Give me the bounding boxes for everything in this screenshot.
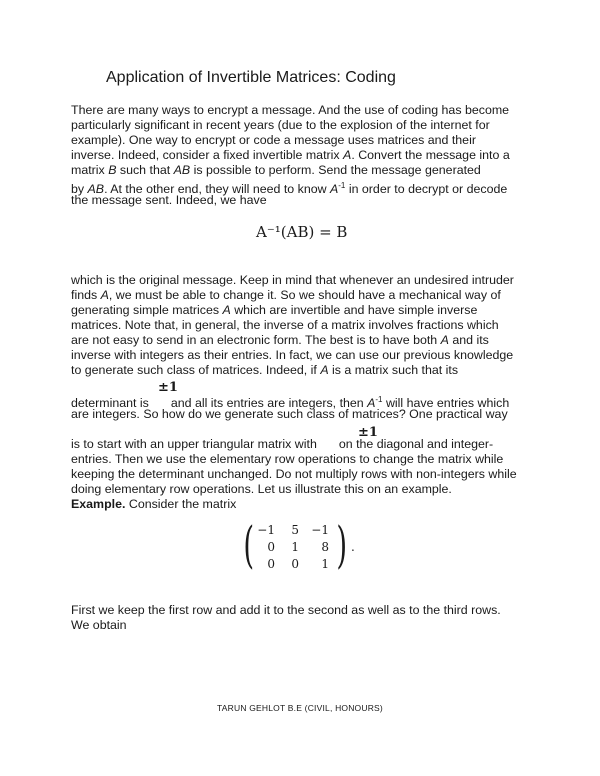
matrix-cell: 5: [291, 523, 299, 537]
text-line: is to start with an upper triangular matrix with on the diagonal and integer-: [71, 437, 494, 451]
pm-one-symbol: ±1: [358, 425, 378, 440]
matrix-cell: 0: [267, 557, 275, 571]
text-line: the message sent. Indeed, we have: [71, 193, 267, 207]
text-line: are not easy to send in an electronic form. The best is to have both A and its: [71, 333, 489, 347]
text-line: entries. Then we use the elementary row operations to change the matrix while: [71, 452, 504, 466]
text-line: which is the original message. Keep in mind that whenever an undesired intruder: [71, 273, 514, 287]
footer: TARUN GEHLOT B.E (CIVIL, HONOURS): [217, 703, 383, 713]
matrix-cell: 1: [321, 557, 329, 571]
document-title: Application of Invertible Matrices: Coding: [106, 69, 396, 86]
example-label: Example.: [71, 497, 126, 511]
matrix-cell: 1: [291, 540, 299, 554]
text-line: inverse. Indeed, consider a fixed invertible matrix A. Convert the message into a: [71, 148, 510, 162]
example-line: Example. Consider the matrix: [71, 497, 237, 511]
text-line: determinant is and all its entries are integers, then $A^{-1}$ will have entries which: [71, 395, 510, 410]
matrix-cell: −1: [311, 523, 329, 537]
text-line: First we keep the first row and add it to the second as well as to the third rows.: [71, 603, 501, 617]
text-line: example). One way to encrypt or code a message uses matrices and their: [71, 133, 476, 147]
text-line: inverse with integers as their entries. In fact, we can use our previous knowledge: [71, 348, 514, 362]
text-line: matrices. Note that, in general, the inverse of a matrix involves fractions which: [71, 318, 499, 332]
text-line: doing elementary row operations. Let us illustrate this on an example.: [71, 482, 452, 496]
text-line: There are many ways to encrypt a message. And the use of coding has become: [71, 103, 510, 117]
pm-one-symbol: ±1: [158, 380, 178, 395]
matrix: [243, 516, 357, 574]
equation: A⁻¹(AB) = B: [256, 223, 348, 241]
text-line: by AB. At the other end, they will need to know $A^{-1}$ in order to decrypt or decode: [71, 181, 508, 196]
text-line: keeping the determinant unchanged. Do not multiply rows with non-integers while: [71, 467, 517, 481]
matrix-cell: −1: [257, 523, 275, 537]
matrix-cell: 0: [267, 540, 275, 554]
matrix-cell: 8: [321, 540, 329, 554]
text-line: finds A, we must be able to change it. So we should have a mechanical way of: [71, 288, 501, 302]
text-line: are integers. So how do we generate such class of matrices? One practical way: [71, 407, 508, 421]
right-parenthesis: ): [336, 516, 348, 574]
text-line: We obtain: [71, 618, 127, 632]
text-line: generating simple matrices A which are invertible and have simple inverse: [71, 303, 478, 317]
left-parenthesis: (: [243, 516, 255, 574]
text-line: particularly significant in recent years (due to the explosion of the internet for: [71, 118, 490, 132]
text-line: to generate such class of matrices. Indeed, if A is a matrix such that its: [71, 363, 459, 377]
matrix-cell: 0: [291, 557, 299, 571]
matrix-period: .: [351, 540, 355, 554]
text-line: matrix B such that AB is possible to perform. Send the message generated: [71, 163, 481, 177]
